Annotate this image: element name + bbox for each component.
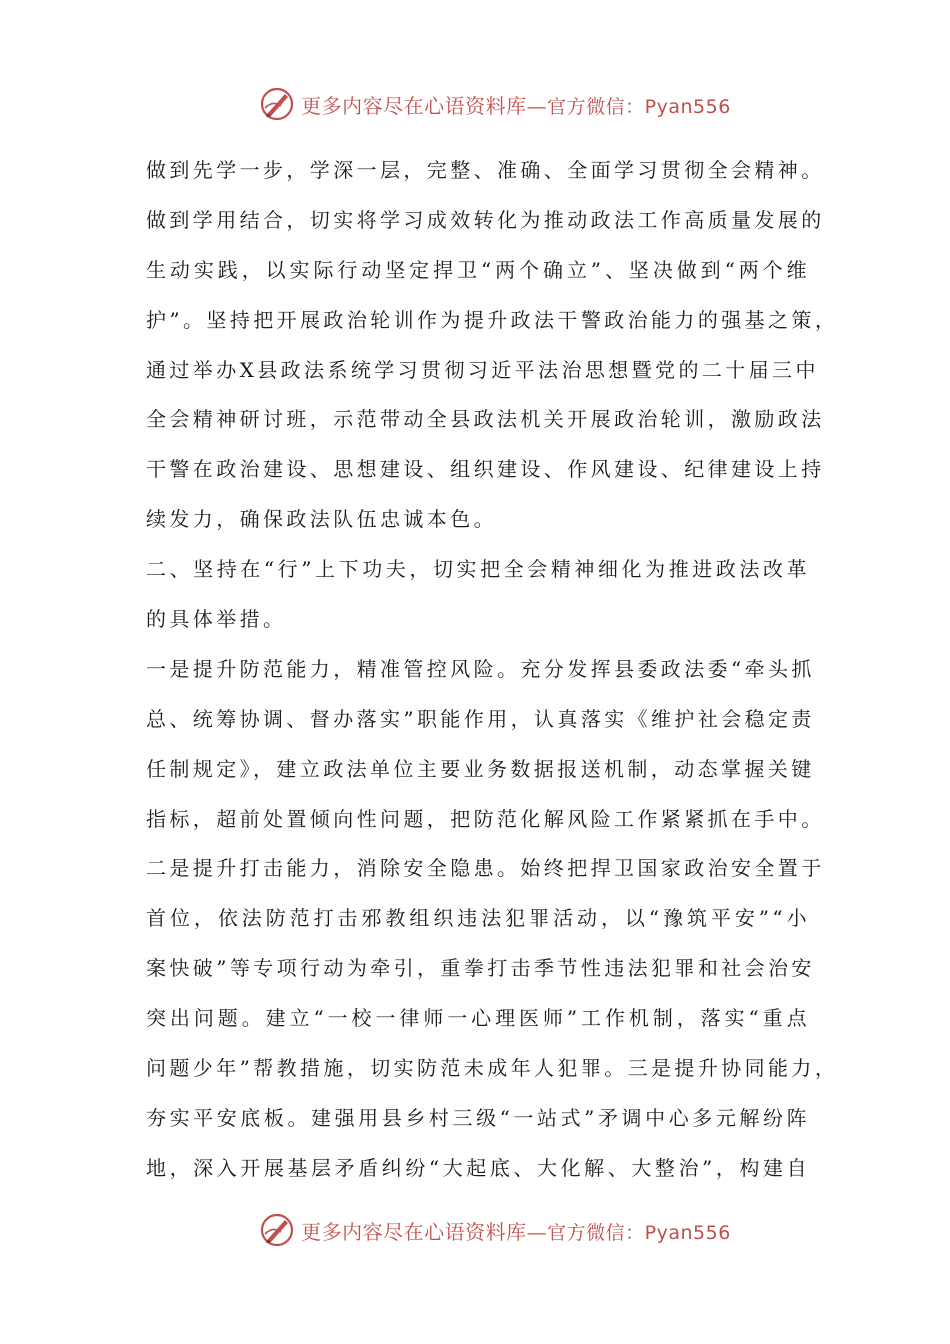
- body-text-line: 总、统筹协调、督办落实”职能作用，认真落实《维护社会稳定责: [146, 706, 815, 731]
- body-text-line: 护”。坚持把开展政治轮训作为提升政法干警政治能力的强基之策，: [146, 307, 839, 332]
- body-text-line: 二是提升打击能力，消除安全隐患。始终把捍卫国家政治安全置于: [146, 856, 825, 881]
- body-text-line: 干警在政治建设、思想建设、组织建设、作风建设、纪律建设上持: [146, 457, 825, 482]
- header-banner-text: [301, 90, 731, 119]
- body-text-line: 问题少年”帮教措施，切实防范未成年人犯罪。三是提升协同能力，: [146, 1056, 839, 1081]
- body-text-line: 的具体举措。: [146, 607, 287, 632]
- header-separator: —: [526, 93, 548, 118]
- body-text-line: 生动实践，以实际行动坚定捍卫“两个确立”、坚决做到“两个维: [146, 257, 810, 282]
- header-banner-inner: [259, 86, 731, 122]
- body-text-line: 首位，依法防范打击邪教组织违法犯罪活动，以“豫筑平安”“小: [146, 906, 810, 931]
- document-body: [146, 146, 839, 1194]
- header-contact-text: 官方微信：Pyan556: [547, 95, 731, 118]
- pen-logo-icon: [259, 1212, 295, 1248]
- pen-logo-icon: [259, 86, 295, 122]
- body-text-line: 任制规定》，建立政法单位主要业务数据报送机制，动态掌握关键: [146, 756, 815, 781]
- footer-contact-text: 官方微信：Pyan556: [547, 1221, 731, 1244]
- body-text-line: 夯实平安底板。建强用县乡村三级“一站式”矛调中心多元解纷阵: [146, 1105, 810, 1130]
- body-text-line: 做到先学一步，学深一层，完整、准确、全面学习贯彻全会精神。: [146, 158, 825, 182]
- body-text-line: 续发力，确保政法队伍忠诚本色。: [146, 507, 497, 532]
- body-text-line: 案快破”等专项行动为牵引，重拳打击季节性违法犯罪和社会治安: [146, 956, 815, 981]
- footer-brand-text: 更多内容尽在心语资料库: [301, 1219, 527, 1244]
- header-brand-text: 更多内容尽在心语资料库: [301, 93, 527, 118]
- body-text-line: 突出问题。建立“一校一律师一心理医师”工作机制，落实“重点: [146, 1006, 810, 1031]
- header-banner: [0, 84, 950, 124]
- body-text-line: 二、坚持在“行”上下功夫，切实把全会精神细化为推进政法改革: [146, 557, 810, 582]
- body-text-line: 做到学用结合，切实将学习成效转化为推动政法工作高质量发展的: [146, 207, 825, 232]
- body-text-line: 一是提升防范能力，精准管控风险。充分发挥县委政法委“牵头抓: [146, 656, 815, 681]
- body-text-line: 指标，超前处置倾向性问题，把防范化解风险工作紧紧抓在手中。: [146, 806, 825, 831]
- footer-banner: [0, 1210, 950, 1250]
- body-text-line: 全会精神研讨班，示范带动全县政法机关开展政治轮训，激励政法: [146, 407, 825, 432]
- footer-banner-inner: [259, 1212, 731, 1248]
- body-text-line: 地，深入开展基层矛盾纠纷“大起底、大化解、大整治”，构建自: [146, 1155, 810, 1180]
- footer-banner-text: [301, 1216, 731, 1245]
- body-text-line: 通过举办X县政法系统学习贯彻习近平法治思想暨党的二十届三中: [146, 357, 819, 382]
- footer-separator: —: [526, 1219, 548, 1244]
